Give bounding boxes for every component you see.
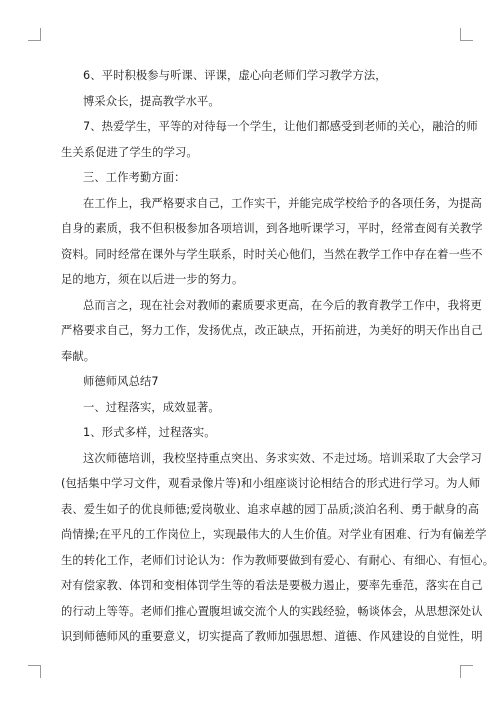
text-line: 尚情操;在平凡的工作岗位上，实现最伟大的人生价值。对学业有困难、行为有偏差学 — [61, 528, 487, 541]
text-line: 生关系促进了学生的学习。 — [61, 145, 198, 159]
text-line: 7、热爱学生，平等的对待每一个学生，让他们都感受到老师的关心，融洽的师 — [83, 120, 478, 133]
crop-mark-bottom-right — [460, 665, 473, 678]
text-line: (包括集中学习文件，观看录像片等)和小组座谈讨论相结合的形式进行学习。为人师 — [61, 477, 481, 490]
text-line: 自身的素质，我不但积极参加各项培训，到各地听课学习，平时，经常查阅有关教学 — [61, 222, 483, 235]
crop-mark-bottom-left — [28, 665, 41, 678]
paragraph-item-6 — [61, 63, 439, 89]
document-body — [61, 63, 495, 650]
paragraph-training — [61, 446, 495, 650]
section-heading-attendance — [61, 165, 439, 191]
section-title-summary-7 — [61, 369, 439, 395]
text-line: 三、工作考勤方面： — [83, 171, 186, 184]
crop-mark-top-left — [28, 28, 41, 41]
text-line: 的行动上等等。老师们推心置腹坦诚交流个人的实践经验，畅谈体会，从思想深处认 — [61, 604, 483, 618]
text-line: 1、形式多样，过程落实。 — [83, 426, 216, 439]
text-line: 师德师风总结7 — [83, 375, 159, 388]
text-line: 这次师德培训，我校坚持重点突出、务求实效、不走过场。培训采取了大会学习 — [83, 451, 482, 465]
text-line: 足的地方，须在以后进一步的努力。 — [61, 273, 244, 286]
text-line: 表、爱生如子的优良师德;爱岗敬业、追求卓越的园丁品质;淡泊名利、勇于献身的高 — [61, 502, 480, 516]
text-line: 生的转化工作，老师们讨论认为：作为教师要做到有爱心、有耐心、有细心、有恒心。 — [61, 553, 495, 567]
text-line: 在工作上，我严格要求自己，工作实干，并能完成学校给予的各项任务，为提高 — [83, 196, 482, 210]
paragraph-summary — [61, 293, 483, 370]
section-heading-process — [61, 395, 439, 421]
text-line: 博采众长，提高教学水平。 — [83, 94, 220, 108]
crop-mark-top-right — [460, 28, 473, 41]
subsection-heading-forms — [61, 420, 439, 446]
text-line: 资料。同时经常在课外与学生联系，时时关心他们，当然在教学工作中存在着一些不 — [61, 247, 483, 261]
paragraph-item-7 — [61, 114, 478, 165]
text-line: 奉献。 — [61, 349, 96, 363]
text-line: 总而言之，现在社会对教师的素质要求更高，在今后的教育教学工作中，我将更 — [83, 298, 482, 312]
text-line: 对有偿家教、体罚和变相体罚学生等的看法是要极力遏止，要率先垂范，落实在自己 — [61, 579, 483, 592]
text-line: 严格要求自己，努力工作，发扬优点，改正缺点，开拓前进，为美好的明天作出自己 — [61, 324, 483, 337]
paragraph-work — [61, 191, 483, 293]
paragraph-continuation — [61, 89, 439, 115]
text-line: 一、过程落实，成效显著。 — [83, 400, 220, 414]
text-line: 识到师德师风的重要意义，切实提高了教师加强思想、道德、作风建设的自觉性，明 — [61, 630, 483, 643]
text-line: 6、平时积极参与听课、评课，虚心向老师们学习教学方法， — [83, 69, 387, 82]
